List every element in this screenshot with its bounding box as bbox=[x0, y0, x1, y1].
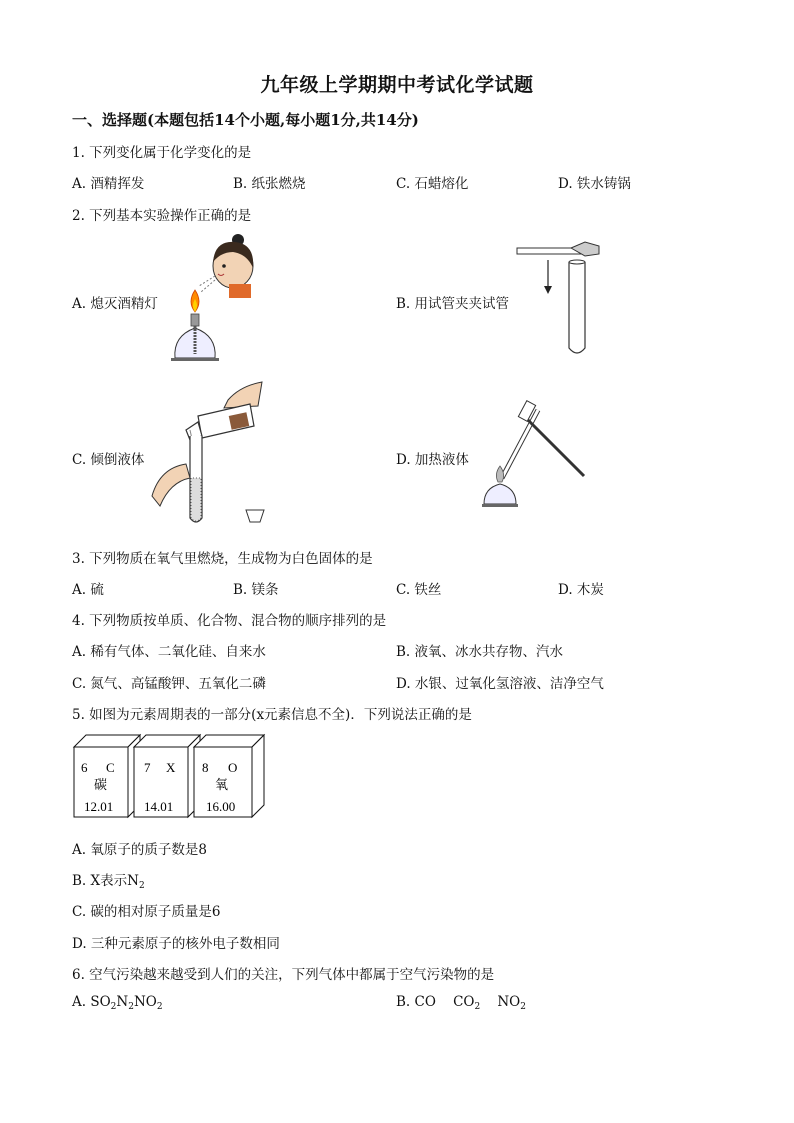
element-cell-carbon bbox=[74, 735, 140, 817]
heating-liquid-figure bbox=[480, 400, 590, 515]
oxygen-number: 8 bbox=[202, 760, 209, 775]
carbon-name: 碳 bbox=[94, 777, 108, 792]
q2-option-a: A. 熄灭酒精灯 bbox=[72, 296, 158, 312]
element-cell-oxygen bbox=[194, 735, 264, 817]
q3-option-b: B. 镁条 bbox=[233, 582, 279, 598]
q4-option-d: D. 水银、过氧化氢溶液、洁净空气 bbox=[396, 676, 604, 692]
q2-option-c: C. 倾倒液体 bbox=[72, 452, 145, 468]
oxygen-name: 氧 bbox=[215, 777, 229, 792]
question-2-stem: 2. 下列基本实验操作正确的是 bbox=[72, 208, 252, 224]
test-tube-holder-figure bbox=[515, 240, 605, 360]
question-4-stem: 4. 下列物质按单质、化合物、混合物的顺序排列的是 bbox=[72, 613, 387, 629]
carbon-number: 6 bbox=[81, 760, 88, 775]
element-cell-x bbox=[134, 735, 200, 817]
q3-option-c: C. 铁丝 bbox=[396, 582, 442, 598]
oxygen-mass: 16.00 bbox=[206, 799, 236, 814]
question-3-stem: 3. 下列物质在氧气里燃烧，生成物为白色固体的是 bbox=[72, 551, 373, 567]
pouring-liquid-figure bbox=[150, 378, 275, 528]
carbon-mass: 12.01 bbox=[84, 799, 114, 814]
q5-option-b: B. X表示$N_2$ bbox=[72, 873, 145, 891]
q4-option-a: A. 稀有气体、二氧化硅、自来水 bbox=[72, 644, 266, 660]
q5-option-a: A. 氧原子的质子数是8 bbox=[72, 842, 207, 858]
q2-option-d: D. 加热液体 bbox=[396, 452, 469, 468]
girl-blowing-lamp-figure bbox=[163, 228, 263, 368]
question-5-stem: 5. 如图为元素周期表的一部分(x元素信息不全)．下列说法正确的是 bbox=[72, 707, 472, 723]
q5-option-d: D. 三种元素原子的核外电子数相同 bbox=[72, 936, 280, 952]
x-symbol: X bbox=[166, 760, 176, 775]
q4-option-c: C. 氮气、高锰酸钾、五氧化二磷 bbox=[72, 676, 266, 692]
q5-option-c: C. 碳的相对原子质量是6 bbox=[72, 904, 221, 920]
q6-option-b: B. CO $CO_2$ $NO_2$ bbox=[396, 994, 526, 1012]
q1-option-c: C. 石蜡熔化 bbox=[396, 176, 469, 192]
x-mass: 14.01 bbox=[144, 799, 174, 814]
oxygen-symbol: O bbox=[228, 760, 238, 775]
carbon-symbol: C bbox=[106, 760, 115, 775]
q1-option-a: A. 酒精挥发 bbox=[72, 176, 145, 192]
q3-option-a: A. 硫 bbox=[72, 582, 104, 598]
question-1-stem: 1. 下列变化属于化学变化的是 bbox=[72, 145, 252, 161]
q1-option-b: B. 纸张燃烧 bbox=[233, 176, 306, 192]
page-title: 九年级上学期期中考试化学试题 bbox=[260, 74, 534, 96]
periodic-table-fragment bbox=[72, 733, 272, 821]
x-number: 7 bbox=[144, 760, 151, 775]
section-heading: 一、选择题(本题包括14个小题,每小题1分,共14分) bbox=[72, 111, 419, 129]
q3-option-d: D. 木炭 bbox=[558, 582, 604, 598]
q4-option-b: B. 液氧、冰水共存物、汽水 bbox=[396, 644, 564, 660]
q2-option-b: B. 用试管夹夹试管 bbox=[396, 296, 510, 312]
q6-option-a: A. $SO_2N_2NO_2$ bbox=[72, 994, 163, 1012]
question-6-stem: 6. 空气污染越来越受到人们的关注，下列气体中都属于空气污染物的是 bbox=[72, 967, 495, 983]
q1-option-d: D. 铁水铸锅 bbox=[558, 176, 631, 192]
